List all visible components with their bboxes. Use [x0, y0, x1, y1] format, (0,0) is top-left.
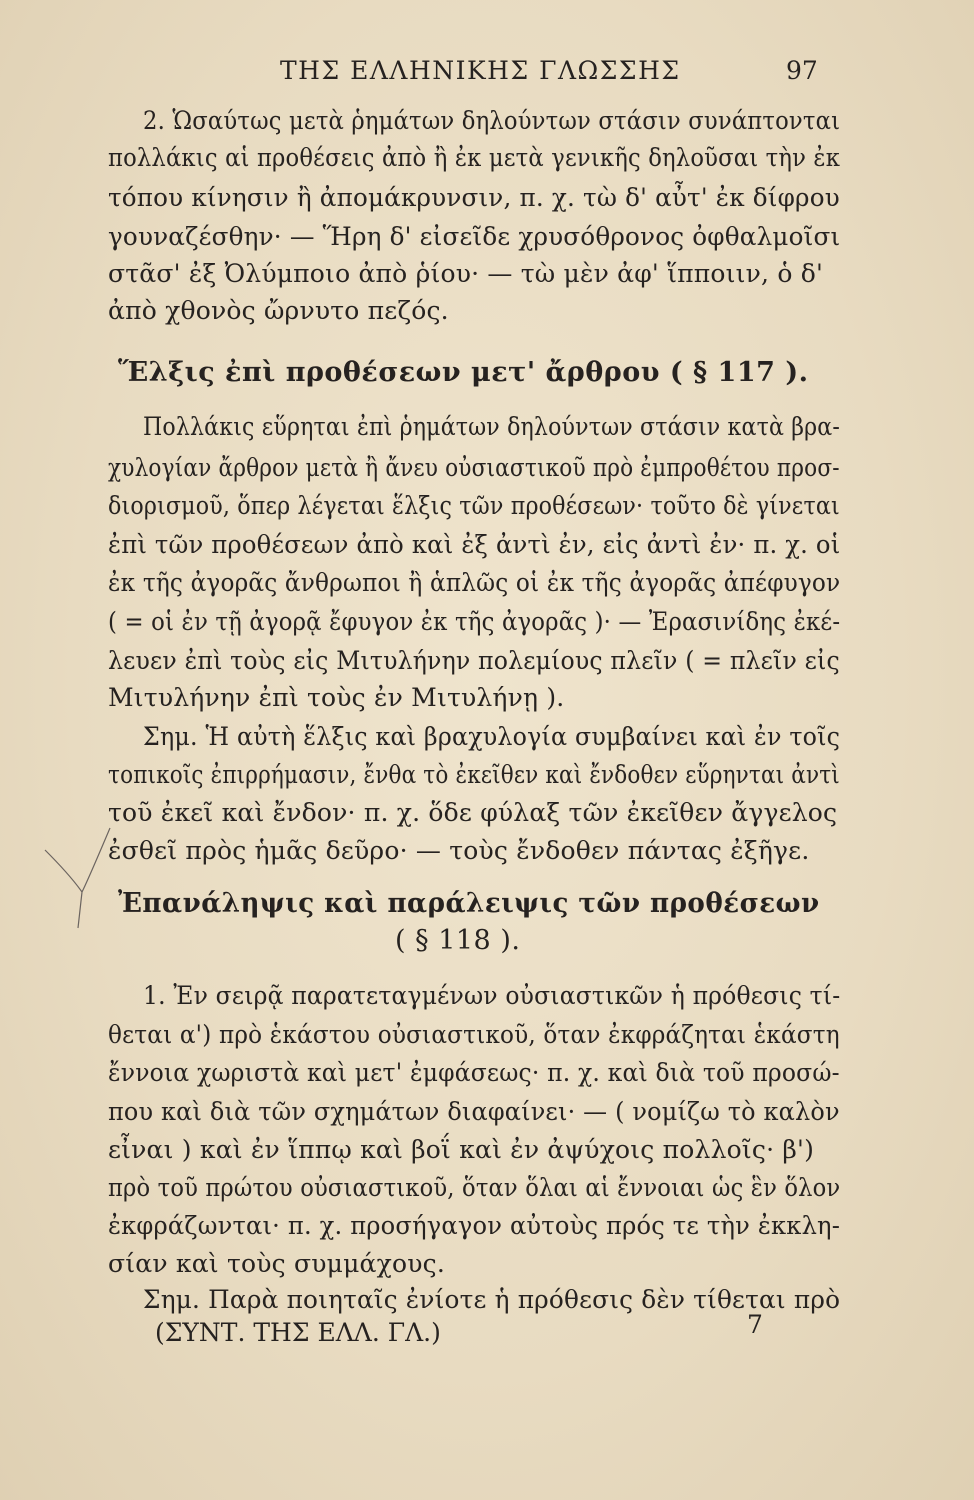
text-line: τόπου κίνησιν ἢ ἀπομάκρυνσιν, π. χ. τὼ δ' αὖτ' ἐκ δίφρου [108, 183, 840, 212]
text-line: ἐκφράζωνται· π. χ. προσήγαγον αὐτοὺς πρός τε τὴν ἐκκλη- [108, 1211, 841, 1240]
text-line: χυλογίαν ἄρθρον μετὰ ἢ ἄνευ οὐσιαστικοῦ πρὸ ἐμπροθέτου προσ- [108, 453, 840, 482]
text-line: Μιτυλήνην ἐπὶ τοὺς ἐν Μιτυλήνῃ ). [108, 683, 565, 712]
text-line: ἔννοια χωριστὰ καὶ μετ' ἐμφάσεως· π. χ. καὶ διὰ τοῦ προσώ- [108, 1058, 840, 1087]
text-line: τοῦ ἐκεῖ καὶ ἔνδον· π. χ. ὅδε φύλαξ τῶν ἐκεῖθεν ἄγγελος [108, 798, 838, 827]
text-line: λευεν ἐπὶ τοὺς εἰς Μιτυλήνην πολεμίους πλεῖν ( = πλεῖν εἰς [108, 646, 840, 675]
text-line: στᾶσ' ἐξ Ὀλύμποιο ἀπὸ ῥίου· — τὼ μὲν ἀφ' ἵπποιιν, ὁ δ' [108, 259, 824, 288]
text-line: 2. Ὡσαύτως μετὰ ῥημάτων δηλούντων στάσιν συνάπτονται [143, 106, 841, 135]
text-line: 1. Ἐν σειρᾷ παρατεταγμένων οὐσιαστικῶν ἡ πρόθεσις τί- [143, 981, 841, 1010]
text-line: ἐκ τῆς ἀγορᾶς ἄνθρωποι ἢ ἁπλῶς οἱ ἐκ τῆς ἀγορᾶς ἀπέφυγον [108, 568, 841, 597]
text-line: γουναζέσθην· — Ἥρη δ' εἰσεῖδε χρυσόθρονος ὀφθαλμοῖσι [108, 222, 841, 251]
text-line: που καὶ διὰ τῶν σχημάτων διαφαίνει· — ( νομίζω τὸ καλὸν [108, 1097, 840, 1126]
running-title: ΤΗΣ ΕΛΛΗΝΙΚΗΣ ΓΛΩΣΣΗΣ [280, 56, 681, 85]
pencil-mark [40, 820, 120, 930]
text-line: Σημ. Παρὰ ποιηταῖς ἐνίοτε ἡ πρόθεσις δὲν τίθεται πρὸ [143, 1285, 841, 1314]
signature-mark: (ΣΥΝΤ. ΤΗΣ ΕΛΛ. ΓΛ.) [155, 1318, 441, 1347]
page-number: 97 [786, 56, 818, 85]
text-line: ἐπὶ τῶν προθέσεων ἀπὸ καὶ ἐξ ἀντὶ ἐν, εἰς ἀντὶ ἐν· π. χ. οἱ [108, 530, 841, 559]
text-line: ( = οἱ ἐν τῇ ἀγορᾷ ἔφυγον ἐκ τῆς ἀγορᾶς )· — Ἐρασινίδης ἐκέ- [108, 607, 841, 636]
text-line: θεται α') πρὸ ἑκάστου οὐσιαστικοῦ, ὅταν ἐκφράζηται ἑκάστη [108, 1020, 840, 1049]
text-line: ἐσθεῖ πρὸς ἡμᾶς δεῦρο· — τοὺς ἔνδοθεν πάντας ἐξῆγε. [108, 836, 810, 865]
text-line: διορισμοῦ, ὅπερ λέγεται ἕλξις τῶν προθέσεων· τοῦτο δὲ γίνεται [108, 491, 840, 520]
text-line: Πολλάκις εὕρηται ἐπὶ ῥημάτων δηλούντων στάσιν κατὰ βρα- [143, 412, 840, 441]
text-line: πρὸ τοῦ πρώτου οὐσιαστικοῦ, ὅταν ὅλαι αἱ ἔννοιαι ὡς ἓν ὅλον [108, 1173, 841, 1202]
text-line: πολλάκις αἱ προθέσεις ἀπὸ ἢ ἐκ μετὰ γενικῆς δηλοῦσαι τὴν ἐκ [108, 143, 841, 172]
text-line: εἶναι ) καὶ ἐν ἵππῳ καὶ βοΐ καὶ ἐν ἀψύχοις πολλοῖς· β') [108, 1135, 815, 1164]
section-heading-118: Ἐπανάληψις καὶ παράλειψις τῶν προθέσεων [118, 888, 820, 919]
text-line: ἀπὸ χθονὸς ὤρνυτο πεζός. [108, 296, 449, 325]
signature-number: 7 [747, 1310, 763, 1339]
section-heading-117: Ἕλξις ἐπὶ προθέσεων μετ' ἄρθρου ( § 117 ). [118, 357, 809, 388]
text-line: σίαν καὶ τοὺς συμμάχους. [108, 1249, 445, 1278]
section-heading-118-number: ( § 118 ). [395, 925, 521, 956]
text-line: τοπικοῖς ἐπιρρήμασιν, ἔνθα τὸ ἐκεῖθεν καὶ ἔνδοθεν εὕρηνται ἀντὶ [108, 760, 840, 789]
text-line: Σημ. Ἡ αὐτὴ ἕλξις καὶ βραχυλογία συμβαίνει καὶ ἐν τοῖς [143, 722, 841, 751]
